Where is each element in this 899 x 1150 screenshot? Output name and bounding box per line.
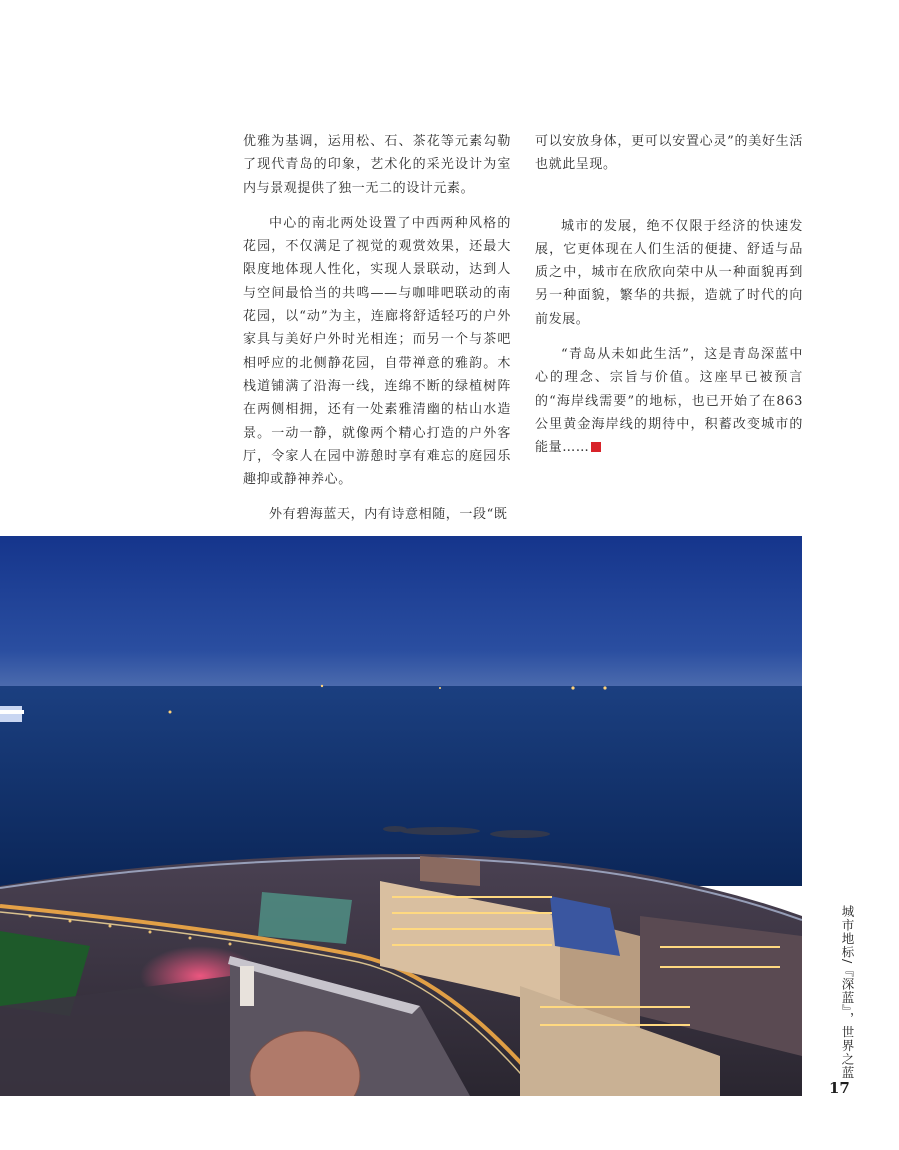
night-coastal-city-photo xyxy=(0,536,802,1096)
paragraph: 城市的发展，绝不仅限于经济的快速发展，它更体现在人们生活的便捷、舒适与品质之中，城市在欣欣向荣中从一种面貌再到另一种面貌，繁华的共振，造就了时代的向前发展。 xyxy=(535,218,803,327)
section-running-head xyxy=(826,905,856,1079)
right-text-column xyxy=(535,130,803,472)
paragraph: 优雅为基调，运用松、石、茶花等元素勾勒了现代青岛的印象，艺术化的采光设计为室内与景观提供了独一无二的设计元素。 xyxy=(243,134,511,196)
paragraph xyxy=(535,343,803,459)
paragraph: 可以安放身体，更可以安置心灵”的美好生活也就此呈现。 xyxy=(535,134,803,173)
paragraph: 中心的南北两处设置了中西两种风格的花园，不仅满足了视觉的观赏效果，还最大限度地体现人性化，实现人景联动，达到人与空间最恰当的共鸣——与咖啡吧联动的南花园，以“动”为主，连廊将舒适轻巧的户外家具与美好户外时光相连；而另一个与茶吧相呼应的北侧静花园，自带禅意的雅韵。木栈道铺满了沿海一线，连绵不断的绿植树阵在两侧相拥，还有一处素雅清幽的枯山水造景。一动一静，就像两个精心打造的户外客厅，令家人在园中游憩时享有难忘的庭园乐趣抑或静神养心。 xyxy=(243,215,511,488)
paragraph: 外有碧海蓝天，内有诗意相随，一段“既 xyxy=(269,507,508,523)
left-text-column xyxy=(243,130,511,539)
section-name: 城市地标 xyxy=(840,905,855,959)
running-title: 『深蓝』，世界之蓝 xyxy=(840,964,855,1080)
page-number: 17 xyxy=(829,1079,850,1097)
end-mark-icon xyxy=(591,442,601,452)
paragraph-text: “青岛从未如此生活”，这是青岛深蓝中心的理念、宗旨与价值。这座早已被预言的“海岸线需要”的地标，也已开始了在863公里黄金海岸线的期待中，积蓄改变城市的能量…… xyxy=(535,347,803,456)
separator: / xyxy=(840,959,855,965)
